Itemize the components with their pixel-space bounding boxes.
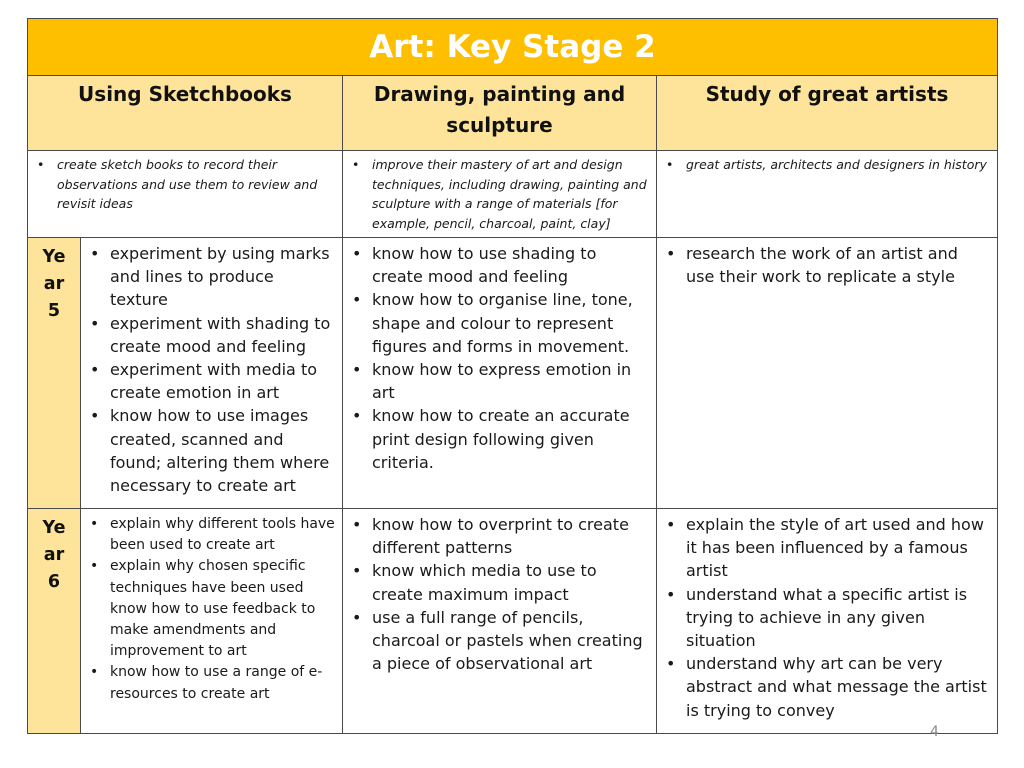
year-label-line: ar xyxy=(43,545,65,565)
year-label-line: 6 xyxy=(47,572,61,592)
bullet-list xyxy=(81,242,336,497)
intro-cell-drawing xyxy=(343,151,657,238)
bullet-list xyxy=(657,151,997,175)
year-label-line: Ye xyxy=(42,518,66,538)
list-item: • create sketch books to record their observations and use them to review and revisit ideas xyxy=(28,155,334,214)
year-6-drawing-cell xyxy=(343,509,657,734)
page-title: Art: Key Stage 2 xyxy=(28,19,998,76)
list-item: • experiment with media to create emotion in art xyxy=(81,358,336,404)
list-item: • understand what a specific artist is trying to achieve in any given situation xyxy=(657,583,991,653)
list-item: • explain the style of art used and how it has been influenced by a famous artist xyxy=(657,513,991,583)
list-item: • know how to use images created, scanned and found; altering them where necessary to create art xyxy=(81,404,336,497)
list-item: • know how to create an accurate print design following given criteria. xyxy=(343,404,650,474)
column-header-artists: Study of great artists xyxy=(657,76,998,151)
column-header-drawing: Drawing, painting and sculpture xyxy=(343,76,657,151)
list-item: • know how to organise line, tone, shape and colour to represent figures and forms in movement. xyxy=(343,288,650,358)
list-item: • know how to overprint to create different patterns xyxy=(343,513,650,559)
intro-row xyxy=(28,151,998,238)
list-item: • use a full range of pencils, charcoal or pastels when creating a piece of observational art xyxy=(343,606,650,676)
year-label-line: ar xyxy=(43,274,65,294)
bullet-list xyxy=(343,513,650,675)
list-item: • know which media to use to create maximum impact xyxy=(343,559,650,605)
intro-cell-sketchbooks xyxy=(28,151,343,238)
list-item: • know how to use shading to create mood and feeling xyxy=(343,242,650,288)
list-item: • know how to use a range of e-resources to create art xyxy=(81,662,336,704)
year-label-6 xyxy=(28,509,81,734)
list-item: • understand why art can be very abstract and what message the artist is trying to convey xyxy=(657,652,991,722)
column-header-sketchbooks: Using Sketchbooks xyxy=(28,76,343,151)
year-label-5 xyxy=(28,238,81,509)
page-number: 4 xyxy=(930,724,939,740)
bullet-list xyxy=(28,151,342,214)
bullet-list xyxy=(657,242,991,288)
list-item: • great artists, architects and designers in history xyxy=(657,155,989,175)
intro-cell-artists xyxy=(657,151,998,238)
list-item: • explain why different tools have been used to create art xyxy=(81,514,336,556)
list-item: • know how to express emotion in art xyxy=(343,358,650,404)
column-header-row xyxy=(28,76,998,151)
list-item: • experiment by using marks and lines to produce texture xyxy=(81,242,336,312)
year-5-artists-cell xyxy=(657,238,998,509)
list-item: • research the work of an artist and use their work to replicate a style xyxy=(657,242,991,288)
year-6-artists-cell xyxy=(657,509,998,734)
list-item: • experiment with shading to create mood and feeling xyxy=(81,312,336,358)
bullet-list xyxy=(343,242,650,474)
curriculum-table xyxy=(27,18,998,734)
year-label-line: 5 xyxy=(47,301,61,321)
list-item: • improve their mastery of art and design techniques, including drawing, painting and sculpture with a range of materials [for example, pencil, charcoal, paint, clay] xyxy=(343,155,648,233)
bullet-list xyxy=(657,513,991,722)
year-6-row xyxy=(28,509,998,734)
year-5-row xyxy=(28,238,998,509)
bullet-list xyxy=(343,151,656,233)
bullet-list xyxy=(81,514,336,705)
year-6-sketchbooks-cell xyxy=(81,509,343,734)
year-5-drawing-cell xyxy=(343,238,657,509)
year-label-line: Ye xyxy=(42,247,66,267)
year-5-sketchbooks-cell xyxy=(81,238,343,509)
title-row xyxy=(28,19,998,76)
list-item: • explain why chosen specific techniques have been used know how to use feedback to make amendments and improvement to art xyxy=(81,556,336,662)
